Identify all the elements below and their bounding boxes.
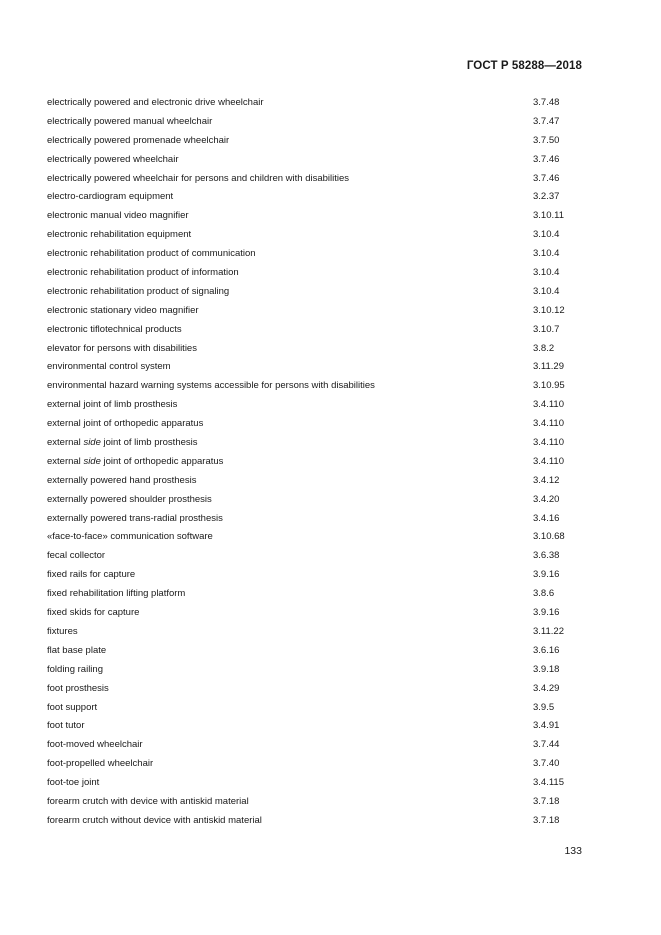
index-entry bbox=[47, 510, 587, 529]
index-entry bbox=[47, 755, 587, 774]
index-section-ref: 3.4.110 bbox=[533, 418, 564, 430]
index-entry bbox=[47, 736, 587, 755]
index-section-ref: 3.2.37 bbox=[533, 191, 560, 203]
index-section-ref: 3.8.6 bbox=[533, 588, 555, 600]
index-entry bbox=[47, 585, 587, 604]
index-section-ref: 3.10.95 bbox=[533, 380, 565, 392]
index-term: forearm crutch with device with antiskid material bbox=[47, 795, 249, 807]
index-entry bbox=[47, 699, 587, 718]
index-entry bbox=[47, 170, 587, 189]
index-section-ref: 3.9.16 bbox=[533, 569, 560, 581]
index-entry bbox=[47, 661, 587, 680]
index-term: electronic stationary video magnifier bbox=[47, 304, 199, 316]
index-entry bbox=[47, 302, 587, 321]
index-section-ref: 3.6.38 bbox=[533, 550, 560, 562]
index-entry bbox=[47, 377, 587, 396]
index-section-ref: 3.10.68 bbox=[533, 531, 565, 543]
index-term-part: external bbox=[47, 437, 84, 449]
index-entry bbox=[47, 434, 587, 453]
index-entry bbox=[47, 491, 587, 510]
index-term bbox=[47, 434, 198, 453]
index-section-ref: 3.11.29 bbox=[533, 361, 564, 373]
index-term: electrically powered and electronic drive wheelchair bbox=[47, 97, 264, 108]
index-section-ref: 3.10.4 bbox=[533, 248, 560, 260]
index-term: flat base plate bbox=[47, 644, 107, 656]
index-section-ref: 3.7.44 bbox=[533, 739, 560, 751]
index-term-emphasis: side bbox=[83, 437, 101, 449]
index-term: foot prosthesis bbox=[47, 682, 109, 694]
index-entry bbox=[47, 415, 587, 434]
index-section-ref: 3.9.5 bbox=[533, 701, 555, 713]
index-term: environmental hazard warning systems accessible for persons with disabilities bbox=[47, 380, 375, 392]
index-term: electronic manual video magnifier bbox=[47, 210, 189, 222]
index-entry bbox=[47, 207, 587, 226]
index-term: fixed rehabilitation lifting platform bbox=[47, 588, 186, 600]
index-section-ref: 3.9.16 bbox=[533, 607, 560, 619]
index-section-ref: 3.10.12 bbox=[533, 304, 565, 316]
index-entry bbox=[47, 566, 587, 585]
index-entry bbox=[47, 642, 587, 661]
index-section-ref: 3.7.46 bbox=[533, 153, 560, 165]
index-term: forearm crutch without device with antiskid material bbox=[47, 814, 262, 826]
index-section-ref: 3.10.4 bbox=[533, 267, 560, 279]
index-entry bbox=[47, 340, 587, 359]
index-section-ref: 3.9.18 bbox=[533, 663, 560, 675]
index-section-ref: 3.4.29 bbox=[533, 682, 560, 694]
index-entry bbox=[47, 812, 587, 831]
index-section-ref: 3.4.12 bbox=[533, 474, 560, 486]
index-term: electrically powered wheelchair for persons and children with disabilities bbox=[47, 172, 350, 184]
index-term: electrically powered wheelchair bbox=[47, 153, 179, 165]
index-entry bbox=[47, 604, 587, 623]
index-entry bbox=[47, 321, 587, 340]
index-section-ref: 3.7.40 bbox=[533, 758, 560, 770]
index-entry bbox=[47, 396, 587, 415]
index-term: externally powered trans-radial prosthesis bbox=[47, 512, 223, 524]
index-term: folding railing bbox=[47, 663, 103, 675]
index-term: foot-moved wheelchair bbox=[47, 739, 143, 751]
index-term: fixed skids for capture bbox=[47, 607, 140, 619]
index-section-ref: 3.6.16 bbox=[533, 644, 560, 656]
term-index-list bbox=[47, 94, 587, 831]
index-section-ref: 3.11.22 bbox=[533, 625, 564, 637]
index-entry bbox=[47, 358, 587, 377]
index-term-part: joint of orthopedic apparatus bbox=[100, 455, 224, 467]
index-term: electro-cardiogram equipment bbox=[47, 191, 174, 203]
index-section-ref: 3.7.47 bbox=[533, 115, 560, 127]
index-term: foot-propelled wheelchair bbox=[47, 758, 154, 770]
index-entry bbox=[47, 283, 587, 302]
index-section-ref: 3.10.4 bbox=[533, 229, 560, 241]
index-term-part: joint of limb prosthesis bbox=[100, 437, 198, 449]
index-entry bbox=[47, 151, 587, 170]
page-number: 133 bbox=[564, 845, 582, 857]
index-section-ref: 3.8.2 bbox=[533, 342, 555, 354]
index-term: electrically powered promenade wheelchair bbox=[47, 134, 230, 146]
index-section-ref: 3.4.110 bbox=[533, 399, 564, 411]
index-entry bbox=[47, 188, 587, 207]
index-term: «face-to-face» communication software bbox=[47, 531, 213, 543]
index-term: externally powered shoulder prosthesis bbox=[47, 493, 212, 505]
index-entry bbox=[47, 680, 587, 699]
index-term: fixtures bbox=[47, 625, 78, 637]
index-entry bbox=[47, 264, 587, 283]
index-entry bbox=[47, 528, 587, 547]
index-term: electronic rehabilitation product of signaling bbox=[47, 285, 230, 297]
index-section-ref: 3.4.110 bbox=[533, 437, 564, 449]
index-section-ref: 3.4.115 bbox=[533, 777, 564, 789]
index-term: fecal collector bbox=[47, 550, 106, 562]
index-term: elevator for persons with disabilities bbox=[47, 342, 197, 354]
index-term-part: external bbox=[47, 455, 84, 467]
index-section-ref: 3.10.4 bbox=[533, 285, 560, 297]
index-entry bbox=[47, 547, 587, 566]
index-entry bbox=[47, 132, 587, 151]
index-entry bbox=[47, 774, 587, 793]
index-entry bbox=[47, 94, 587, 113]
index-section-ref: 3.10.11 bbox=[533, 210, 564, 222]
index-entry bbox=[47, 453, 587, 472]
index-entry bbox=[47, 717, 587, 736]
index-term-emphasis: side bbox=[83, 455, 101, 467]
index-section-ref: 3.4.20 bbox=[533, 493, 560, 505]
index-term: externally powered hand prosthesis bbox=[47, 474, 197, 486]
index-section-ref: 3.4.16 bbox=[533, 512, 560, 524]
index-term: electronic rehabilitation product of information bbox=[47, 267, 239, 279]
index-entry bbox=[47, 472, 587, 491]
index-term: foot-toe joint bbox=[47, 777, 100, 789]
index-term: foot support bbox=[47, 701, 98, 713]
index-term: electronic rehabilitation product of communication bbox=[47, 248, 256, 260]
index-entry bbox=[47, 623, 587, 642]
index-entry bbox=[47, 793, 587, 812]
index-section-ref: 3.7.46 bbox=[533, 172, 560, 184]
index-term: electrically powered manual wheelchair bbox=[47, 115, 213, 127]
index-section-ref: 3.7.48 bbox=[533, 97, 560, 108]
index-entry bbox=[47, 245, 587, 264]
index-term: external joint of limb prosthesis bbox=[47, 399, 178, 411]
index-section-ref: 3.7.18 bbox=[533, 814, 560, 826]
index-entry bbox=[47, 226, 587, 245]
index-term: fixed rails for capture bbox=[47, 569, 136, 581]
index-section-ref: 3.10.7 bbox=[533, 323, 560, 335]
index-term: foot tutor bbox=[47, 720, 85, 732]
document-standard-code: ГОСТ Р 58288—2018 bbox=[466, 60, 582, 72]
index-term bbox=[47, 453, 223, 472]
index-term: electronic tiflotechnical products bbox=[47, 323, 182, 335]
index-term: electronic rehabilitation equipment bbox=[47, 229, 192, 241]
index-section-ref: 3.4.91 bbox=[533, 720, 560, 732]
index-term: external joint of orthopedic apparatus bbox=[47, 418, 204, 430]
index-entry bbox=[47, 113, 587, 132]
index-section-ref: 3.4.110 bbox=[533, 455, 564, 467]
index-term: environmental control system bbox=[47, 361, 171, 373]
index-section-ref: 3.7.50 bbox=[533, 134, 560, 146]
index-section-ref: 3.7.18 bbox=[533, 795, 560, 807]
